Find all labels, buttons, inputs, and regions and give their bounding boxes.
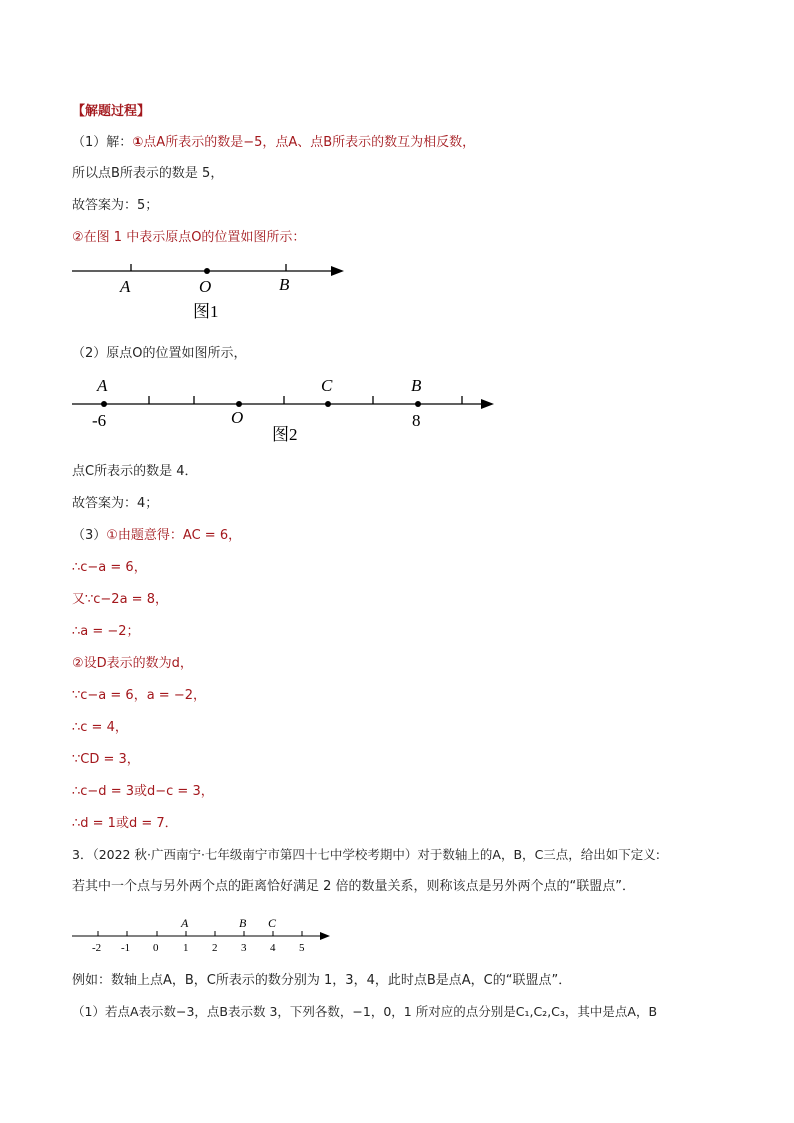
part3-line4: ∴a = −2；	[72, 624, 140, 639]
fig1-label-b: B	[279, 275, 290, 294]
q3-example: 例如：数轴上点A，B，C所表示的数分别为 1，3，4，此时点B是点A，C的“联盟点”．	[72, 973, 572, 988]
q3-tick-5: 5	[299, 942, 305, 954]
q3-tick-4: 4	[270, 942, 276, 954]
part3-line2: ∴c−a = 6，	[72, 560, 147, 575]
fig1-label-o: O	[199, 277, 212, 296]
fig2-value-neg6: -6	[92, 411, 107, 430]
q3-tick-2: 2	[212, 942, 218, 954]
part2-line2: 点C所表示的数是 4．	[72, 464, 198, 479]
part3-line1-text: ①由题意得：AC = 6，	[106, 528, 242, 543]
fig2-label-a: A	[97, 376, 108, 395]
q3-axis-label-a: A	[181, 916, 189, 930]
q3-axis-label-c: C	[268, 916, 277, 930]
part3-line6: ∵c−a = 6，a = −2，	[72, 688, 206, 703]
q3-line2: 若其中一个点与另外两个点的距离恰好满足 2 倍的数量关系，则称该点是另外两个点的“联盟点”．	[72, 879, 636, 894]
part3-line10: ∴d = 1或d = 7．	[72, 816, 178, 831]
part3-prefix: （3）	[72, 528, 107, 543]
fig2-label-o: O	[231, 408, 244, 427]
part3-line3: 又∵c−2a = 8，	[72, 592, 168, 607]
part1-prefix: （1）解：	[72, 135, 133, 150]
fig1-label-a: A	[120, 277, 131, 296]
part1-line3: 故答案为：5；	[72, 198, 159, 213]
q3-tick-3: 3	[241, 942, 247, 954]
fig2-value-8: 8	[412, 411, 421, 430]
fig1-caption: 图1	[193, 302, 219, 321]
part3-line9: ∴c−d = 3或d−c = 3，	[72, 784, 214, 799]
q3-sub1: （1）若点A表示数−3，点B表示数 3，下列各数，−1，0，1 所对应的点分别是C₁,C₂,C₃，其中是点A，B	[72, 1004, 658, 1019]
solution-heading: 【解题过程】	[72, 104, 151, 119]
part3-line7: ∴c = 4，	[72, 720, 128, 735]
part3-line5: ②设D表示的数为d，	[72, 656, 193, 671]
fig2-label-b: B	[411, 376, 422, 395]
part1-line2: 所以点B所表示的数是 5，	[72, 166, 224, 181]
q3-tick-0: 0	[153, 942, 159, 954]
part2-line3: 故答案为：4；	[72, 496, 159, 511]
part1-line4: ②在图 1 中表示原点O的位置如图所示：	[72, 230, 306, 245]
q3-tick-neg2: -2	[92, 942, 102, 954]
part2-line1: （2）原点O的位置如图所示，	[72, 346, 247, 361]
part3-line8: ∵CD = 3，	[72, 752, 140, 767]
q3-line1: 3．（2022 秋·广西南宁·七年级南宁市第四十七中学校考期中）对于数轴上的A，B，C三点，给出如下定义:	[72, 847, 661, 862]
q3-axis-label-b: B	[239, 916, 247, 930]
q3-tick-1: 1	[183, 942, 189, 954]
fig2-label-c: C	[321, 376, 333, 395]
part1-line1-text: 点A所表示的数是−5，点A、点B所表示的数互为相反数，	[143, 135, 476, 150]
fig2-caption: 图2	[272, 425, 298, 444]
circle-one-marker: ①	[132, 135, 144, 150]
q3-tick-neg1: -1	[121, 942, 131, 954]
